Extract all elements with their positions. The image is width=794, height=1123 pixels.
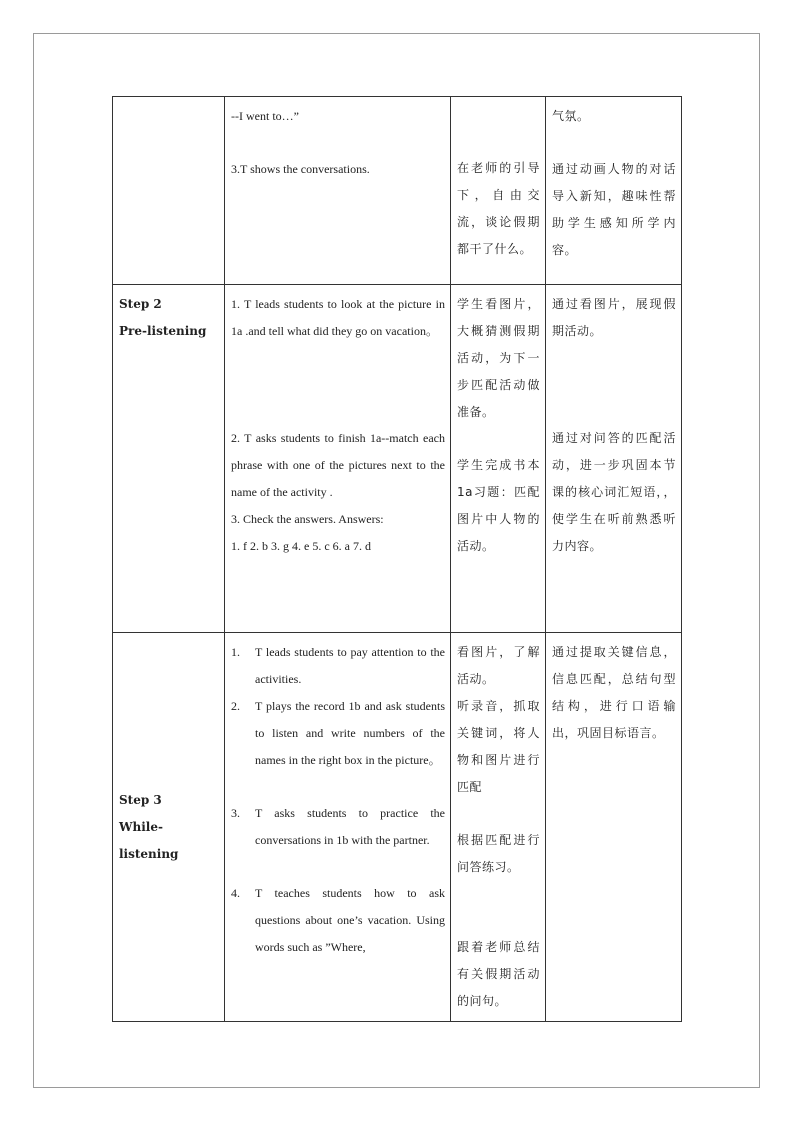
teacher-activity-cell <box>225 633 451 1022</box>
teacher-activity-cell <box>225 97 451 285</box>
purpose-cell <box>546 97 682 285</box>
item-number: 4. <box>231 886 240 900</box>
purpose-text: 气氛。 <box>552 109 590 123</box>
answer-key: 1. f 2. b 3. g 4. e 5. c 6. a 7. d <box>231 539 371 553</box>
purpose-cell <box>546 285 682 633</box>
table-row <box>113 97 682 285</box>
table-row <box>113 285 682 633</box>
step-cell <box>113 285 225 633</box>
lesson-plan-table <box>112 96 682 1022</box>
item-number: 1. <box>231 645 240 659</box>
student-activity-cell <box>451 633 546 1022</box>
list-item <box>231 639 445 693</box>
item-text: T plays the record 1b and ask students to listen and write numbers of the names in the right box in the picture。 <box>255 699 445 767</box>
item-number: 2. <box>231 699 240 713</box>
student-text: 看图片，了解活动。 <box>457 645 540 686</box>
teacher-activity-cell <box>225 285 451 633</box>
purpose-text: 通过对问答的匹配活动，进一步巩固本节课的核心词汇短语，，使学生在听前熟悉听力内容。 <box>552 431 676 553</box>
step-cell <box>113 633 225 1022</box>
student-text: 学生看图片，大概猜测假期活动，为下一步匹配活动做准备。 <box>457 297 540 419</box>
list-item <box>231 693 445 774</box>
teacher-text: --I went to…” <box>231 109 299 123</box>
list-item <box>231 880 445 961</box>
teacher-steps-list <box>231 639 445 961</box>
teacher-text: 1. T leads students to look at the picture in 1a .and tell what did they go on vacation。 <box>231 297 445 338</box>
item-text: T teaches students how to ask questions about one’s vacation. Using words such as ”Where, <box>255 886 445 954</box>
teacher-text: 2. T asks students to finish 1a--match each phrase with one of the pictures next to the name of the activity . <box>231 431 445 499</box>
spacer <box>231 774 445 800</box>
purpose-text: 通过动画人物的对话导入新知，趣味性帮助学生感知所学内容。 <box>552 162 676 257</box>
table-row <box>113 633 682 1022</box>
purpose-text: 通过看图片，展现假期活动。 <box>552 297 676 338</box>
student-text: 跟着老师总结有关假期活动的问句。 <box>457 940 540 1008</box>
student-text: 在老师的引导下，自由交流，谈论假期都干了什么。 <box>457 161 540 256</box>
student-text: 学生完成书本1a习题：匹配图片中人物的活动。 <box>457 458 540 553</box>
student-text: 根据匹配进行问答练习。 <box>457 833 540 874</box>
step-cell <box>113 97 225 285</box>
step-number: Step 2 <box>119 297 162 311</box>
item-number: 3. <box>231 806 240 820</box>
student-activity-cell <box>451 285 546 633</box>
spacer <box>231 854 445 880</box>
step-name: Pre-listening <box>119 324 207 338</box>
student-activity-cell <box>451 97 546 285</box>
teacher-text: 3.T shows the conversations. <box>231 162 370 176</box>
step-name: While-listening <box>119 819 179 861</box>
teacher-text: 3. Check the answers. Answers: <box>231 512 384 526</box>
purpose-cell <box>546 633 682 1022</box>
list-item <box>231 800 445 854</box>
item-text: T leads students to pay attention to the activities. <box>255 645 445 686</box>
step-number: Step 3 <box>119 792 162 807</box>
student-text: 听录音，抓取关键词，将人物和图片进行匹配 <box>457 699 540 794</box>
purpose-text: 通过提取关键信息，信息匹配，总结句型结构，进行口语输出，巩固目标语言。 <box>552 645 676 740</box>
item-text: T asks students to practice the conversations in 1b with the partner. <box>255 806 445 847</box>
